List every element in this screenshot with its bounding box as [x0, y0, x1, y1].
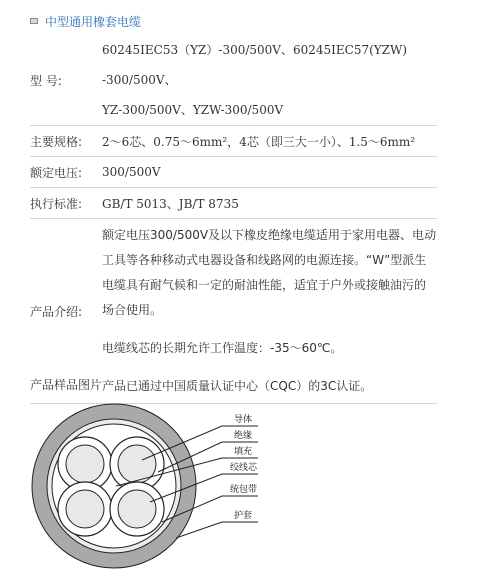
spec-label-model: 型 号:	[30, 35, 102, 126]
spec-row-standard	[30, 188, 437, 219]
intro-line: 场合使用。	[102, 303, 163, 317]
image-heading: 产品样品图片	[30, 378, 103, 392]
spec-value-voltage: 300/500V	[102, 157, 437, 188]
section-title	[30, 11, 141, 31]
intro-line: 电缆具有耐气候和一定的耐油性能，适宜于户外或接触油污的	[102, 278, 427, 292]
callout-label: 统包带	[230, 485, 258, 495]
callout-label: 绝缘	[234, 431, 253, 441]
spec-value-model	[102, 35, 437, 126]
section-title-text: 中型通用橡套电缆	[45, 14, 142, 29]
intro-text	[102, 219, 437, 404]
core-conductor	[118, 490, 156, 528]
spec-label-size: 主要规格:	[30, 126, 102, 157]
spec-value-line: YZ-300/500V、YZW-300/500V	[102, 103, 284, 117]
spec-value-line: 60245IEC53（YZ）-300/500V、60245IEC57(YZW) -300/500V、	[102, 43, 408, 87]
spec-row-voltage	[30, 157, 437, 188]
intro-temp: 电缆线芯的长期允许工作温度：-35～60℃。	[102, 341, 343, 355]
intro-line: 额定电压300/500V及以下橡皮绝缘电缆适用于家用电器、电动	[102, 228, 437, 242]
spec-value-standard: GB/T 5013、JB/T 8735	[102, 188, 437, 219]
intro-line: 工具等各种移动式电器设备和线路网的电源连接。“W”型派生	[102, 253, 427, 267]
spec-row-model	[30, 35, 437, 126]
callout-label: 护套	[234, 511, 253, 521]
callout-label: 导体	[234, 415, 253, 425]
spec-row-size	[30, 126, 437, 157]
spec-table	[30, 34, 437, 404]
bullet-icon	[30, 18, 38, 24]
spec-label-standard: 执行标准:	[30, 188, 102, 219]
leader-line	[176, 522, 258, 538]
spec-label-intro: 产品介绍:	[30, 219, 102, 404]
callout-label: 绞线芯	[230, 463, 258, 473]
core-conductor	[66, 445, 104, 483]
callout-label: 填充	[234, 447, 253, 457]
spec-value-size: 2～6芯、0.75～6mm²，4芯（即三大一小）、1.5～6mm²	[102, 126, 437, 157]
spec-label-voltage: 额定电压:	[30, 157, 102, 188]
core-conductor	[66, 490, 104, 528]
callout-labels	[230, 413, 258, 521]
cable-cross-section-diagram	[30, 398, 290, 570]
intro-cert: 产品已通过中国质量认证中心（CQC）的3C认证。	[102, 379, 373, 393]
